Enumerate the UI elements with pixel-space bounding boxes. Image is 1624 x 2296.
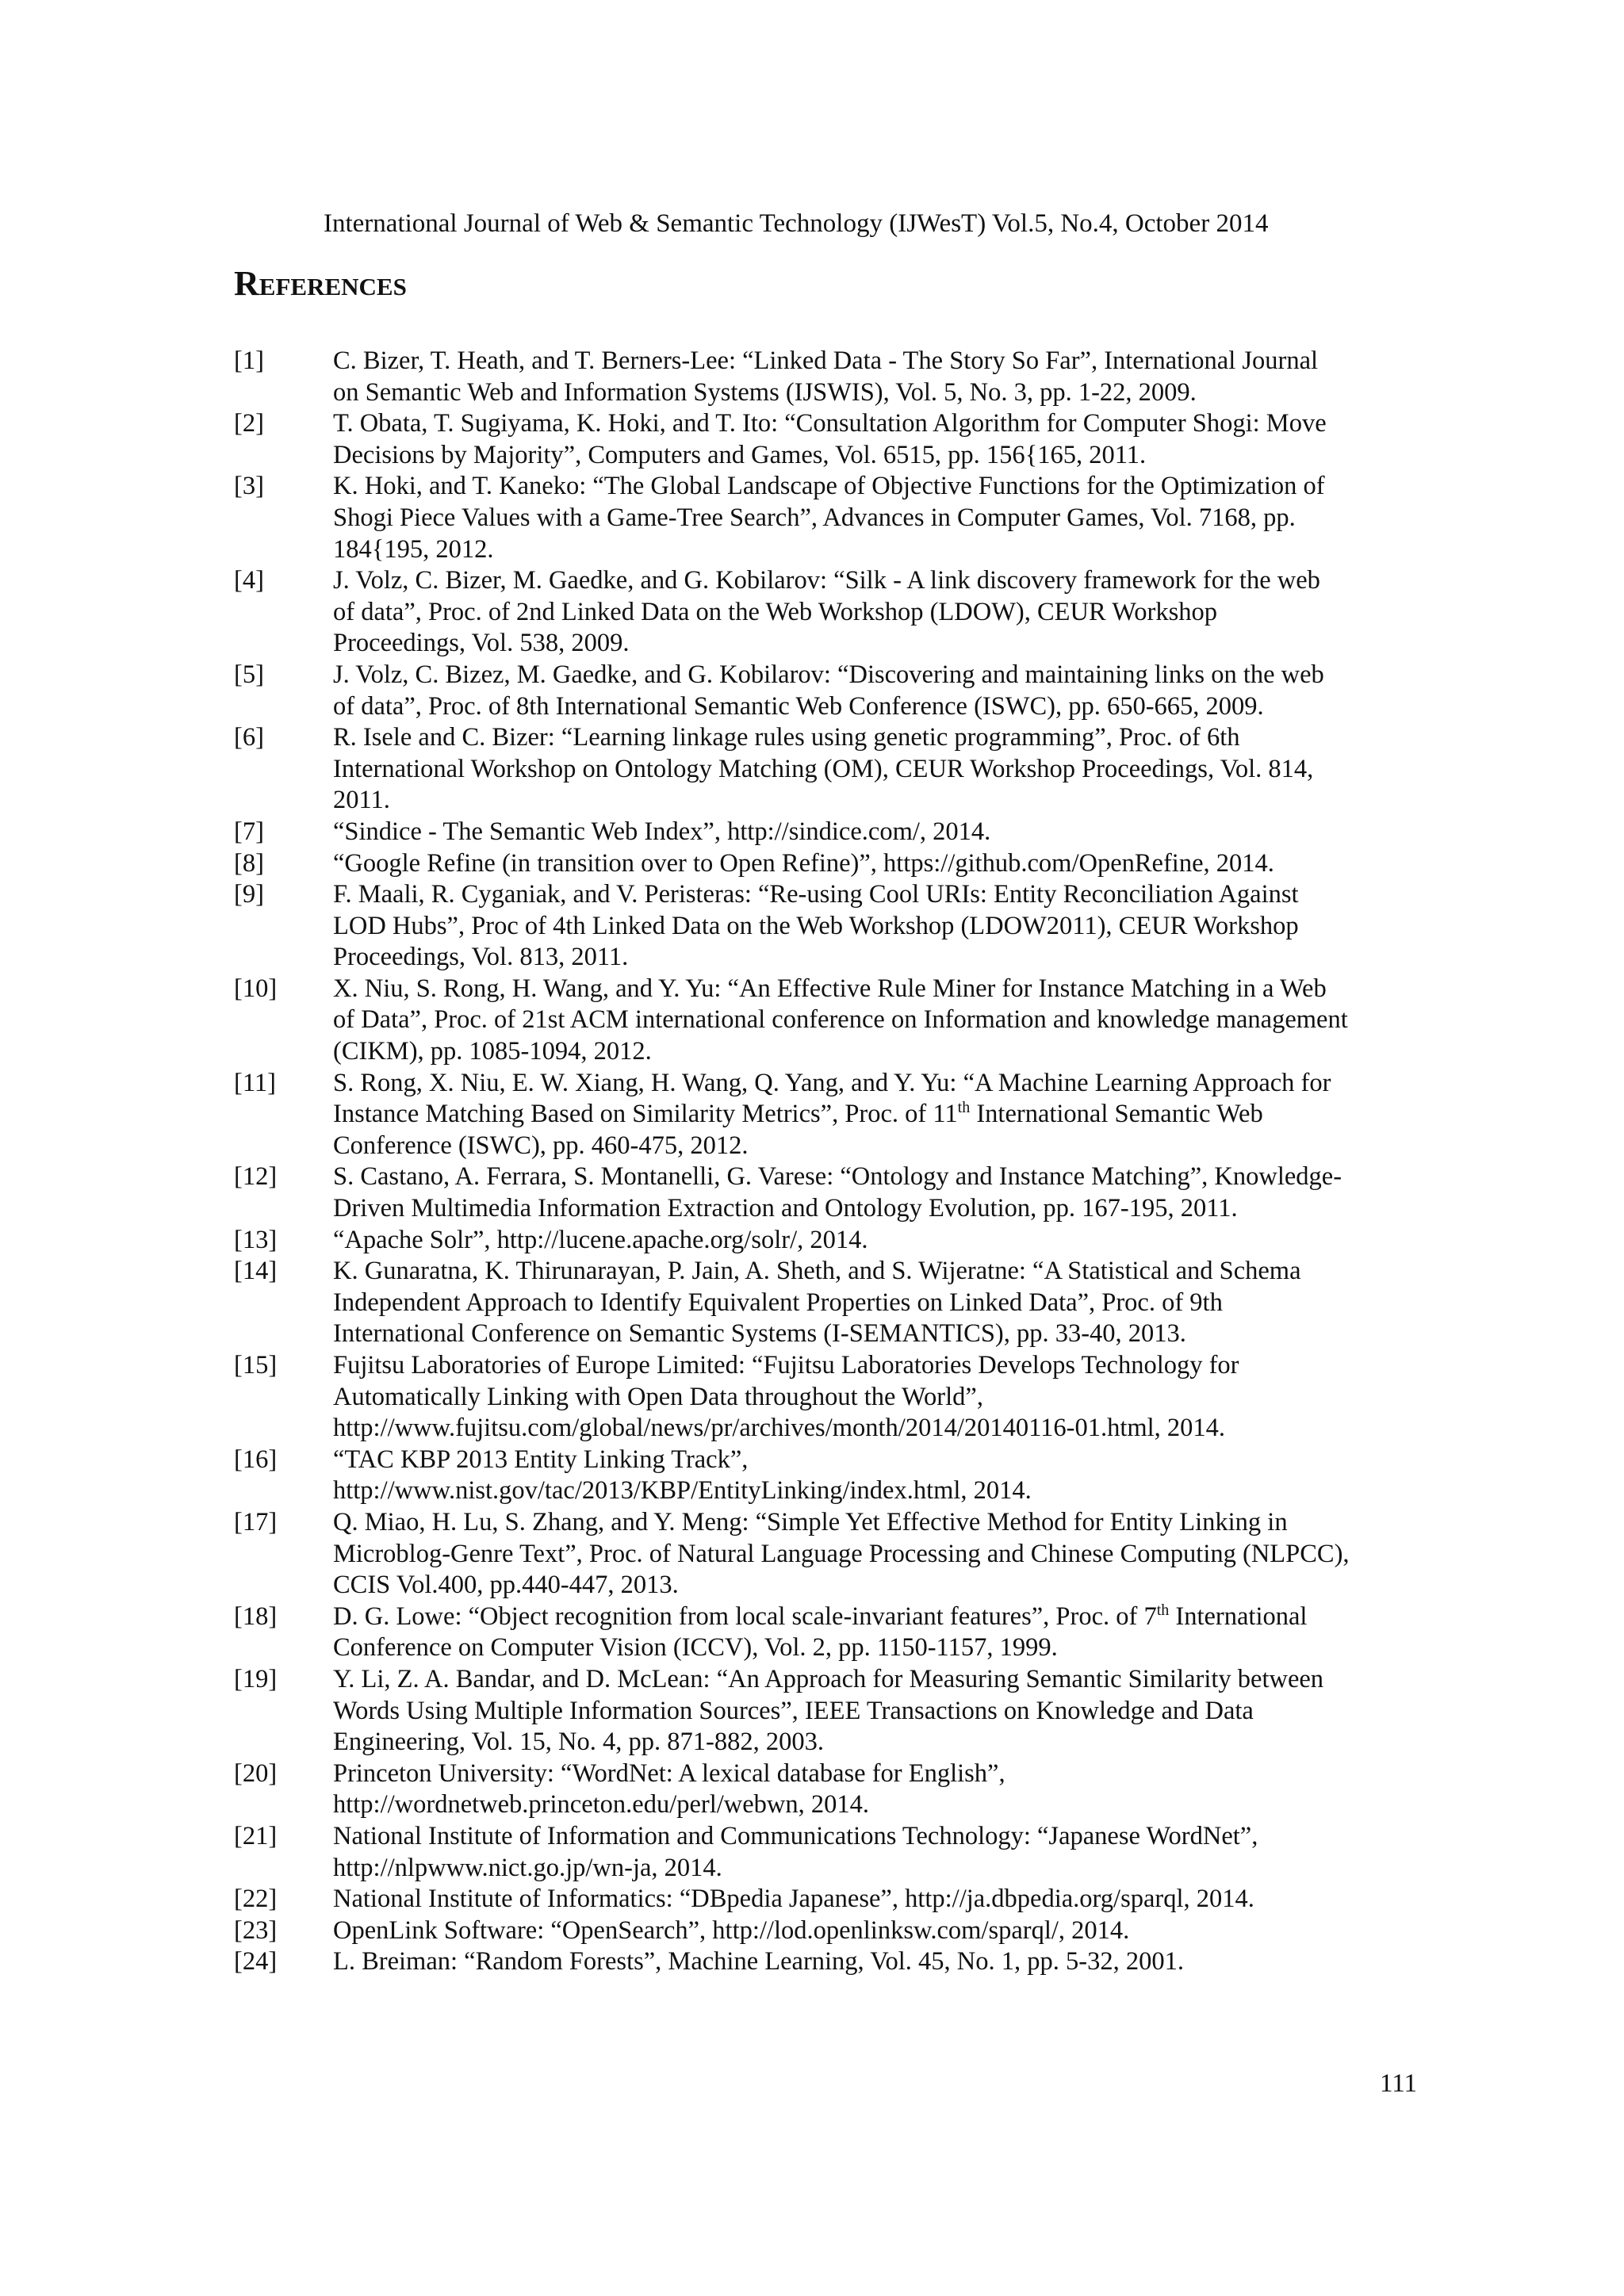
reference-number: [13] [234, 1225, 278, 1254]
reference-text: S. Castano, A. Ferrara, S. Montanelli, G. Varese: “Ontology and Instance Matching”, Knowledge- Driven Multimedia Information Extraction and Ontology Evolution, pp. 167-195, 2011. [333, 1162, 1342, 1223]
reference-number: [4] [234, 566, 264, 595]
reference-text-part: D. G. Lowe: “Object recognition from local scale-invariant features”, Proc. of 7 [333, 1601, 1157, 1631]
reference-item [234, 1225, 1419, 1257]
reference-item [234, 1256, 1419, 1350]
reference-number: [17] [234, 1507, 278, 1536]
reference-text: “TAC KBP 2013 Entity Linking Track”, http://www.nist.gov/tac/2013/KBP/EntityLinking/index.html, 2014. [333, 1445, 1032, 1506]
reference-text: J. Volz, C. Bizer, M. Gaedke, and G. Kobilarov: “Silk - A link discovery framework for the web of data”, Proc. of 2nd Linked Data on the Web Workshop (LDOW), CEUR Workshop Proceedings, Vol. 538, 2009. [333, 566, 1320, 658]
reference-number: [23] [234, 1915, 278, 1945]
reference-list [234, 346, 1419, 1978]
reference-item [234, 1507, 1419, 1601]
reference-number: [19] [234, 1664, 278, 1693]
section-title-initial: R [234, 264, 259, 303]
reference-item [234, 346, 1419, 408]
reference-number: [24] [234, 1947, 278, 1976]
reference-text: C. Bizer, T. Heath, and T. Berners-Lee: “Linked Data - The Story So Far”, International Journal on Semantic Web and Information Systems (IJSWIS), Vol. 5, No. 3, pp. 1-22, 2009. [333, 346, 1319, 407]
reference-text: K. Gunaratna, K. Thirunarayan, P. Jain, A. Sheth, and S. Wijeratne: “A Statistical and Schema Independent Approach to Identify Equivalent Properties on Linked Data”, Proc. of 9th International Conference on Semantic Systems (I-SEMANTICS), pp. 33-40, 2013. [333, 1257, 1301, 1349]
reference-number: [22] [234, 1885, 278, 1914]
reference-text-part: International Semantic Web Conference (ISWC), pp. 460-475, 2012. [333, 1100, 1263, 1160]
reference-text: J. Volz, C. Bizez, M. Gaedke, and G. Kobilarov: “Discovering and maintaining links on the web of data”, Proc. of 8th International Semantic Web Conference (ISWC), pp. 650-665, 2009. [333, 660, 1324, 721]
reference-item [234, 879, 1419, 974]
reference-text: R. Isele and C. Bizer: “Learning linkage rules using genetic programming”, Proc. of 6th International Workshop on Ontology Matching (OM), CEUR Workshop Proceedings, Vol. 814, 2011. [333, 723, 1314, 815]
reference-item [234, 1350, 1419, 1445]
reference-item [234, 660, 1419, 722]
section-title [234, 263, 407, 304]
reference-text: “Sindice - The Semantic Web Index”, http://sindice.com/, 2014. [333, 817, 991, 846]
reference-text [333, 1068, 1419, 1162]
reference-item [234, 1068, 1419, 1162]
reference-number: [12] [234, 1162, 278, 1192]
reference-item [234, 974, 1419, 1068]
reference-text: K. Hoki, and T. Kaneko: “The Global Landscape of Objective Functions for the Optimization of Shogi Piece Values with a Game-Tree Search”, Advances in Computer Games, Vol. 7168, pp. 184{195, 2012. [333, 472, 1325, 564]
reference-item [234, 722, 1419, 817]
reference-item [234, 1946, 1419, 1978]
reference-text: “Google Refine (in transition over to Open Refine)”, https://github.com/OpenRefine, 2014. [333, 848, 1274, 878]
reference-item [234, 1758, 1419, 1821]
reference-text: Y. Li, Z. A. Bandar, and D. McLean: “An Approach for Measuring Semantic Similarity between Words Using Multiple Information Sources”, IEEE Transactions on Knowledge and Data Engineering, Vol. 15, No. 4, pp. 871-882, 2003. [333, 1664, 1324, 1757]
journal-header: International Journal of Web & Semantic Technology (IJWesT) Vol.5, No.4, October 2014 [324, 209, 1269, 238]
reference-item [234, 1161, 1419, 1224]
reference-text: National Institute of Information and Communications Technology: “Japanese WordNet”, http://nlpwww.nict.go.jp/wn-ja, 2014. [333, 1821, 1258, 1882]
reference-text: National Institute of Informatics: “DBpedia Japanese”, http://ja.dbpedia.org/sparql, 2014. [333, 1885, 1254, 1914]
reference-text: Q. Miao, H. Lu, S. Zhang, and Y. Meng: “Simple Yet Effective Method for Entity Linking in Microblog-Genre Text”, Proc. of Natural Language Processing and Chinese Computing (NLPCC), CCIS Vol.400, pp.440-447, 2013. [333, 1507, 1350, 1600]
reference-item [234, 1601, 1419, 1664]
reference-number: [7] [234, 817, 264, 846]
reference-text: OpenLink Software: “OpenSearch”, http://lod.openlinksw.com/sparql/, 2014. [333, 1915, 1130, 1945]
reference-text: X. Niu, S. Rong, H. Wang, and Y. Yu: “An Effective Rule Miner for Instance Matching in a Web of Data”, Proc. of 21st ACM international conference on Information and knowledge management (CIKM), pp. 1085-1094, 2012. [333, 974, 1348, 1066]
reference-item [234, 1884, 1419, 1915]
reference-number: [5] [234, 660, 264, 689]
superscript: th [957, 1099, 971, 1117]
reference-number: [8] [234, 848, 264, 878]
reference-number: [3] [234, 472, 264, 501]
reference-text: L. Breiman: “Random Forests”, Machine Learning, Vol. 45, No. 1, pp. 5-32, 2001. [333, 1947, 1184, 1976]
reference-text: F. Maali, R. Cyganiak, and V. Peristeras: “Re-using Cool URIs: Entity Reconciliation Against LOD Hubs”, Proc of 4th Linked Data on the Web Workshop (LDOW2011), CEUR Workshop Proceedings, Vol. 813, 2011. [333, 880, 1299, 972]
reference-item [234, 1821, 1419, 1884]
reference-number: [6] [234, 723, 264, 752]
reference-text-part: S. Rong, X. Niu, E. W. Xiang, H. Wang, Q. Yang, and Y. Yu: “A Machine Learning Approach for Instance Matching Based on Similarity Metrics”, Proc. of 11 [333, 1068, 1331, 1129]
reference-text: Fujitsu Laboratories of Europe Limited: “Fujitsu Laboratories Develops Technology for Automatically Linking with Open Data throughout the World”, http://www.fujitsu.com/global/news/pr/archives/month/2014/20140116-01.html, 2014. [333, 1351, 1239, 1443]
reference-item [234, 1915, 1419, 1947]
reference-number: [20] [234, 1758, 278, 1788]
reference-text: Princeton University: “WordNet: A lexical database for English”, http://wordnetweb.princeton.edu/perl/webwn, 2014. [333, 1758, 1005, 1820]
reference-number: [14] [234, 1257, 278, 1286]
reference-number: [16] [234, 1445, 278, 1474]
reference-number: [15] [234, 1351, 278, 1380]
reference-text-part: International Conference on Computer Vision (ICCV), Vol. 2, pp. 1150-1157, 1999. [333, 1601, 1308, 1663]
page-number: 111 [1380, 2069, 1418, 2098]
section-title-rest: eferences [259, 264, 407, 303]
reference-text: T. Obata, T. Sugiyama, K. Hoki, and T. Ito: “Consultation Algorithm for Computer Shogi: Move Decisions by Majority”, Computers and Games, Vol. 6515, pp. 156{165, 2011. [333, 409, 1327, 469]
reference-item [234, 1445, 1419, 1507]
reference-text [333, 1601, 1419, 1664]
reference-item [234, 1664, 1419, 1758]
superscript: th [1156, 1601, 1170, 1619]
reference-item [234, 408, 1419, 471]
reference-item [234, 817, 1419, 848]
reference-number: [18] [234, 1601, 278, 1631]
reference-text: “Apache Solr”, http://lucene.apache.org/solr/, 2014. [333, 1225, 868, 1254]
reference-number: [10] [234, 974, 278, 1003]
reference-item [234, 565, 1419, 660]
reference-item [234, 471, 1419, 565]
reference-number: [1] [234, 346, 264, 375]
reference-number: [21] [234, 1821, 278, 1850]
reference-item [234, 848, 1419, 880]
reference-number: [2] [234, 409, 264, 438]
reference-number: [9] [234, 880, 264, 909]
reference-number: [11] [234, 1068, 276, 1097]
